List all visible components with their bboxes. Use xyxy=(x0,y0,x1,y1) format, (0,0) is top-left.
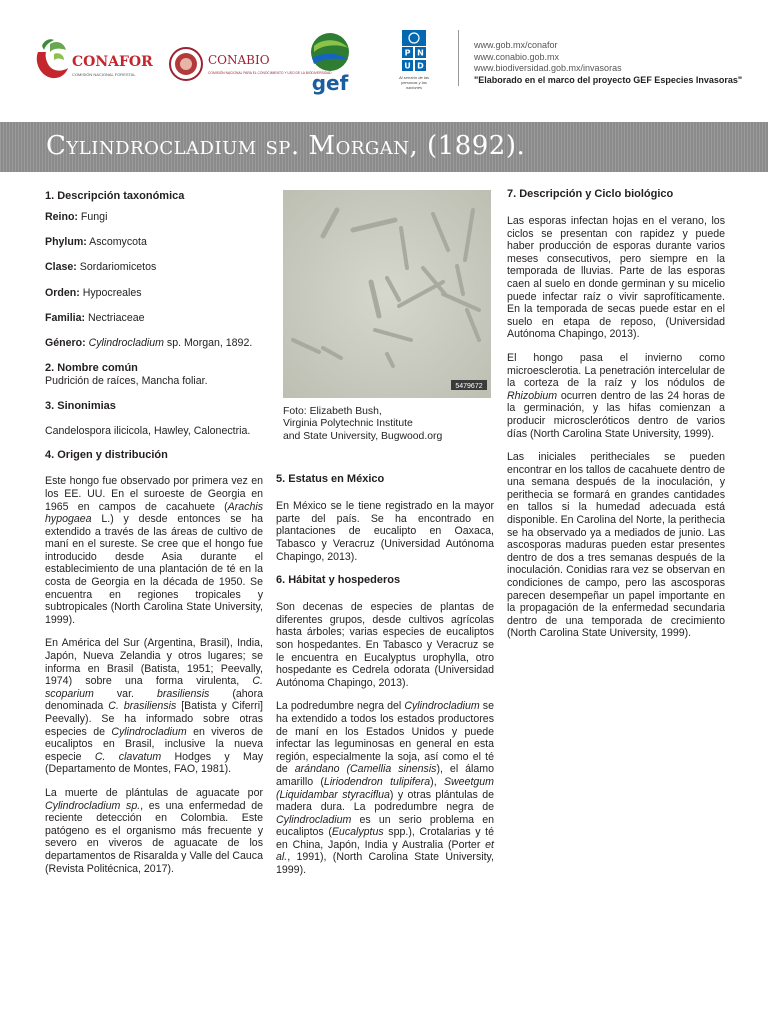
link-biodiversidad[interactable]: www.biodiversidad.gob.mx/invasoras xyxy=(474,63,622,73)
link-conabio[interactable]: www.conabio.gob.mx xyxy=(474,51,560,62)
conabio-logo xyxy=(168,40,332,90)
column-3 xyxy=(507,188,725,651)
habitat-paragraph-1: Son decenas de especies de plantas de diferentes grupos, desde cultivos agrícolas hasta árboles; varias especies de eucaliptos son hospedantes. En Tabasco y Veracruz se le encuentra en Eucalyptus urophylla, otro hospedante es Cedrela odorata (Universidad Autónoma Chapingo, 2013). xyxy=(276,601,494,689)
link-conafor[interactable]: www.gob.mx/conafor xyxy=(474,40,558,50)
svg-text:U: U xyxy=(404,61,411,71)
photo-caption: Foto: Elizabeth Bush, Virginia Polytechnic Institute and State University, Bugwood.org xyxy=(283,406,443,442)
biology-paragraph-1: Las esporas infectan hojas en el verano, los ciclos se presentan con rapidez y puede haber producción de esporas durante varios meses consecutivos, pero siempre en la temporada de lluvias. Parte de las esporas caen al suelo en donde germinan y su micelio puede infectar raíz o vivir saprofíticamente. En la temporada de secas puede estar en el suelo en etapa de reposo, (Universidad Autónoma Chapingo, 2013). xyxy=(507,215,725,341)
section-heading-synonyms: 3. Sinonimias xyxy=(45,399,116,412)
origin-paragraph-1: Este hongo fue observado por primera vez en los EE. UU. En el suroeste de Georgia en 1965 en campos de cacahuete (Arachis hypogaea L.) y desde entonces se ha extendido a través de las áreas de cultivo de maní en el sureste. Se cree que el hongo fue introducido desde Asia durante el establecimiento de una plantación de té en la costa de Georgia en la década de 1950. Se encuentra en regiones tropicales y subtropicales (North Carolina State University, 1999). xyxy=(45,475,263,626)
svg-text:N: N xyxy=(417,48,424,58)
taxonomy-reino: Reino: Fungi xyxy=(45,211,108,223)
section-heading-common-name: 2. Nombre común xyxy=(45,362,138,375)
column-1 xyxy=(45,190,263,886)
section-heading-taxonomy: 1. Descripción taxonómica xyxy=(45,190,185,202)
origin-paragraph-3: La muerte de plántulas de aguacate por Cylindrocladium sp., es una enfermedad de reciente detección en Colombia. Este patógeno es el organismo más frecuente y severo en viveros de aguacate de los departamentos de Risaralda y Valle del Cauca (Revista Politécnica, 2017). xyxy=(45,786,263,875)
svg-text:D: D xyxy=(417,61,424,71)
taxonomy-orden: Orden: Hypocreales xyxy=(45,286,142,299)
section-heading-habitat: 6. Hábitat y hospederos xyxy=(276,574,401,587)
synonyms-text: Candelospora ilicicola, Hawley, Calonectria. xyxy=(45,424,251,437)
habitat-paragraph-2: La podredumbre negra del Cylindrocladium se ha extendido a todos los estados productores de maní en los Estados Unidos y puede infectar las leguminosas en general en esta región, especialmente la soja, así como el té de arándano (Camellia sinensis), el álamo amarillo (Liriodendron tulipifera), Sweetgum (Liquidambar styraciflua) y otras plántulas de madera dura. La podredumbre negra de Cylindrocladium es un serio problema en eucaliptos (Eucalyptus spp.), Crotalarias y té en China, Japón, India y Australia (Porter et al., 1991), (North Carolina State University, 1999). xyxy=(276,700,495,877)
project-note: "Elaborado en el marco del proyecto GEF Especies Invasoras" xyxy=(474,74,743,85)
header-links xyxy=(474,40,742,86)
page-header xyxy=(0,0,768,120)
header-divider xyxy=(458,30,459,86)
status-paragraph: En México se le tiene registrado en la mayor parte del país. Se ha encontrado en plantaciones de eucalipto en Oaxaca, Tabasco y Veracruz (Universidad Autónoma Chapingo, 2013). xyxy=(276,500,494,563)
page-title: Cylindrocladium sp. Morgan, (1892). xyxy=(46,131,526,161)
taxonomy-phylum: Phylum: Ascomycota xyxy=(45,236,147,249)
svg-text:CONAFOR: CONAFOR xyxy=(72,54,153,70)
pnud-logo: P N U D Al servicio de las personas y las naciones xyxy=(394,30,446,106)
taxonomy-genero: Género: Cylindrocladium sp. Morgan, 1892. xyxy=(45,336,253,349)
biology-paragraph-2: El hongo pasa el invierno como microesclerotia. La penetración intercelular de la corteza de la raíz y los nódulos de Rhizobium ocurren dentro de las 24 horas de la germinación, y las hifas comienzan a producir microscleróticos dentro de varios días (North Carolina State University, 1999). xyxy=(507,351,725,440)
gef-logo xyxy=(300,30,360,96)
biology-paragraph-3: Las iniciales peritheciales se pueden encontrar en los tallos de cacahuete dentro de una semana después de la inoculación, y perithecia se formará en grandes cantidades en tallos si la humedad adecuada está disponible. En Carolina del Norte, la perithecia se ha observado ya a mediados de junio. Las ascosporas maduras pueden estar presentes dentro de dos a tres semanas después de la inoculación. Conidias rara vez se observan en condiciones de campo, pero las ascosporas parecen desempeñar un papel importante en la propagación de la enfermedad secundaria dentro de una temporada de crecimiento (North Carolina State University, 1999). xyxy=(507,451,725,640)
svg-text:5479672: 5479672 xyxy=(455,383,483,390)
svg-text:P: P xyxy=(404,48,411,58)
common-name-text: Pudrición de raíces, Mancha foliar. xyxy=(45,375,208,388)
svg-text:gef: gef xyxy=(311,71,349,95)
conafor-logo xyxy=(30,30,160,90)
microscope-photo xyxy=(283,190,491,398)
section-heading-origin: 4. Origen y distribución xyxy=(45,449,168,462)
taxonomy-clase: Clase: Sordariomicetos xyxy=(45,261,157,274)
column-2 xyxy=(276,190,494,888)
svg-text:COMISIÓN NACIONAL FORESTAL: COMISIÓN NACIONAL FORESTAL xyxy=(72,72,136,77)
taxonomy-familia: Familia: Nectriaceae xyxy=(45,311,145,324)
section-heading-status: 5. Estatus en México xyxy=(276,473,385,486)
svg-text:COMISIÓN NACIONAL PARA EL CONO: COMISIÓN NACIONAL PARA EL CONOCIMIENTO Y USO DE LA BIODIVERSIDAD xyxy=(208,71,332,75)
origin-paragraph-2: En América del Sur (Argentina, Brasil), India, Japón, Nueva Zelandia y otros lugares; se informa en Brasil (Batista, 1951; Peevally, 1974) sobre una forma virulenta, C. scoparium var. brasiliensis (ahora denominada C. brasiliensis [Batista y Ciferri] Peevally). Se ha informado sobre otras especies de Cylindrocladium en viveros de eucaliptos en Brasil, inclusive la nueva especie C. clavatum Hodges y May (Departamento de Montes, FAO, 1981). xyxy=(45,637,264,776)
svg-text:CONABIO: CONABIO xyxy=(208,53,270,67)
section-heading-biology: 7. Descripción y Ciclo biológico xyxy=(507,188,674,200)
